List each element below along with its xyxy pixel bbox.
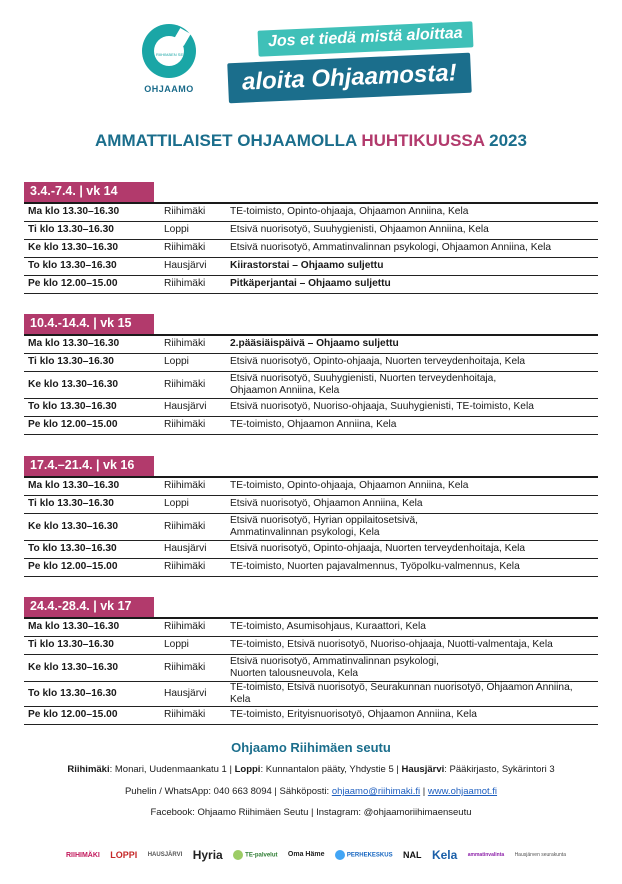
place-cell: Riihimäki: [160, 335, 226, 353]
schedule-table: [24, 202, 598, 294]
staff-cell: TE-toimisto, Opinto-ohjaaja, Ohjaamon Anniina, Kela: [226, 203, 598, 221]
staff-cell: TE-toimisto, Nuorten pajavalmennus, Työpolku-valmennus, Kela: [226, 558, 598, 576]
table-row: [24, 495, 598, 513]
table-row: [24, 540, 598, 558]
day-cell: Pe klo 12.00–15.00: [24, 416, 160, 434]
table-row: [24, 618, 598, 636]
table-row: [24, 558, 598, 576]
week-label: 17.4.–21.4. | vk 16: [24, 456, 154, 476]
staff-cell: [226, 654, 598, 681]
day-cell: Ma klo 13.30–16.30: [24, 477, 160, 495]
contact-text: Puhelin / WhatsApp: 040 663 8094 | Sähköposti:: [124, 786, 332, 797]
place-cell: Riihimäki: [160, 371, 226, 398]
place-cell: Hausjärvi: [160, 398, 226, 416]
kela-logo: Kela: [431, 848, 458, 862]
separator: |: [420, 786, 428, 797]
staff-cell: Etsivä nuorisotyö, Nuoriso-ohjaaja, Suuhygienisti, TE-toimisto, Kela: [226, 398, 598, 416]
place-cell: Hausjärvi: [160, 681, 226, 706]
day-cell: Ti klo 13.30–16.30: [24, 353, 160, 371]
place-cell: Riihimäki: [160, 618, 226, 636]
day-cell: Pe klo 12.00–15.00: [24, 706, 160, 724]
location-text: : Pääkirjasto, Sykärintori 3: [444, 764, 555, 775]
title-year: 2023: [484, 131, 527, 150]
place-cell: Riihimäki: [160, 275, 226, 293]
place-cell: Riihimäki: [160, 477, 226, 495]
place-cell: Loppi: [160, 636, 226, 654]
week-label: 10.4.-14.4. | vk 15: [24, 314, 154, 334]
staff-line-2: Ohjaamon Anniina, Kela: [230, 384, 340, 396]
staff-cell: TE-toimisto, Etsivä nuorisotyö, Seurakunnan nuorisotyö, Ohjaamon Anniina, Kela: [226, 681, 598, 706]
place-cell: Riihimäki: [160, 706, 226, 724]
staff-cell: Etsivä nuorisotyö, Opinto-ohjaaja, Nuorten terveydenhoitaja, Kela: [226, 540, 598, 558]
staff-cell: TE-toimisto, Opinto-ohjaaja, Ohjaamon Anniina, Kela: [226, 477, 598, 495]
staff-cell: 2.pääsiäispäivä – Ohjaamo suljettu: [226, 335, 598, 353]
title-part1: AMMATTILAISET OHJAAMOLLA: [95, 131, 362, 150]
day-cell: Pe klo 12.00–15.00: [24, 558, 160, 576]
week-section: [24, 456, 598, 577]
day-cell: Ke klo 13.30–16.30: [24, 654, 160, 681]
day-cell: To klo 13.30–16.30: [24, 257, 160, 275]
footer-social: Facebook: Ohjaamo Riihimäen Seutu | Instagram: @ohjaamoriihimaenseutu: [150, 807, 472, 818]
day-cell: Ti klo 13.30–16.30: [24, 495, 160, 513]
staff-cell: Etsivä nuorisotyö, Ammatinvalinnan psykologi, Ohjaamon Anniina, Kela: [226, 239, 598, 257]
staff-line-2: Nuorten talousneuvola, Kela: [230, 667, 358, 679]
title-month: HUHTIKUUSSA: [361, 131, 485, 150]
place-cell: Riihimäki: [160, 513, 226, 540]
schedule-table: [24, 617, 598, 725]
footer-title: Ohjaamo Riihimäen seutu: [231, 740, 391, 755]
place-cell: Riihimäki: [160, 239, 226, 257]
location-text: : Monari, Uudenmaankatu 1 |: [109, 764, 235, 775]
slogan-bottom: aloita Ohjaamosta!: [227, 53, 471, 104]
day-cell: Ti klo 13.30–16.30: [24, 221, 160, 239]
table-row: [24, 477, 598, 495]
te-palvelut-logo: [233, 850, 277, 860]
day-cell: To klo 13.30–16.30: [24, 540, 160, 558]
staff-cell: Etsivä nuorisotyö, Opinto-ohjaaja, Nuorten terveydenhoitaja, Kela: [226, 353, 598, 371]
place-cell: Loppi: [160, 353, 226, 371]
place-cell: Loppi: [160, 495, 226, 513]
staff-cell: TE-toimisto, Erityisnuorisotyö, Ohjaamon Anniina, Kela: [226, 706, 598, 724]
hausjarvi-logo: HAUSJÄRVI: [147, 852, 183, 858]
nal-logo: NAL: [403, 850, 422, 860]
table-row: [24, 203, 598, 221]
staff-line-2: Ammatinvalinnan psykologi, Kela: [230, 526, 380, 538]
logo-ring-text: RIIHIMÄEN SEUTU: [156, 52, 192, 57]
staff-cell: [226, 513, 598, 540]
table-row: [24, 398, 598, 416]
location-text: : Kunnantalon pääty, Yhdystie 5 |: [260, 764, 402, 775]
perhekeskus-logo: [335, 850, 393, 860]
day-cell: Ke klo 13.30–16.30: [24, 239, 160, 257]
schedule-table: [24, 476, 598, 577]
hyria-logo: Hyria: [192, 848, 223, 862]
place-cell: Riihimäki: [160, 416, 226, 434]
week-section: [24, 182, 598, 294]
week-section: [24, 314, 598, 435]
staff-cell: TE-toimisto, Asumisohjaus, Kuraattori, Kela: [226, 618, 598, 636]
seurakunta-logo: Hausjärven seurakunta: [514, 852, 566, 858]
place-cell: Riihimäki: [160, 203, 226, 221]
riihimaki-logo: RIIHIMÄKI: [66, 851, 100, 859]
schedule-table: [24, 334, 598, 435]
week-label: 24.4.-28.4. | vk 17: [24, 597, 154, 617]
footer-locations: [0, 764, 622, 775]
staff-cell: [226, 371, 598, 398]
website-link[interactable]: www.ohjaamot.fi: [427, 786, 498, 797]
slogan-top: Jos et tiedä mistä aloittaa: [258, 21, 474, 56]
place-cell: Hausjärvi: [160, 540, 226, 558]
staff-cell: Kiirastorstai – Ohjaamo suljettu: [226, 257, 598, 275]
place-cell: Riihimäki: [160, 558, 226, 576]
place-cell: Riihimäki: [160, 654, 226, 681]
day-cell: Ke klo 13.30–16.30: [24, 371, 160, 398]
day-cell: Ti klo 13.30–16.30: [24, 636, 160, 654]
loppi-logo: LOPPI: [110, 850, 138, 860]
staff-cell: TE-toimisto, Ohjaamon Anniina, Kela: [226, 416, 598, 434]
staff-line-1: Etsivä nuorisotyö, Hyrian oppilaitosetsivä,: [230, 514, 418, 526]
day-cell: Ma klo 13.30–16.30: [24, 618, 160, 636]
staff-cell: Pitkäperjantai – Ohjaamo suljettu: [226, 275, 598, 293]
table-row: [24, 335, 598, 353]
ohjaamo-logo: [138, 24, 200, 104]
table-row: [24, 416, 598, 434]
day-cell: Pe klo 12.00–15.00: [24, 275, 160, 293]
location-label: Hausjärvi: [401, 764, 445, 775]
table-row: [24, 221, 598, 239]
oma-hame-logo: Oma Häme: [287, 851, 325, 858]
place-cell: Hausjärvi: [160, 257, 226, 275]
partner-logos: [66, 840, 566, 870]
table-row: [24, 257, 598, 275]
place-cell: Loppi: [160, 221, 226, 239]
logo-text: OHJAAMO: [144, 84, 194, 94]
staff-line-1: Etsivä nuorisotyö, Suuhygienisti, Nuorten terveydenhoitaja,: [230, 372, 497, 384]
table-row: [24, 275, 598, 293]
staff-cell: Etsivä nuorisotyö, Suuhygienisti, Ohjaamon Anniina, Kela: [226, 221, 598, 239]
week-section: [24, 597, 598, 725]
table-row: [24, 371, 598, 398]
day-cell: Ke klo 13.30–16.30: [24, 513, 160, 540]
perhekeskus-label: PERHEKESKUS: [346, 852, 393, 859]
staff-line-1: Etsivä nuorisotyö, Ammatinvalinnan psykologi,: [230, 655, 439, 667]
te-dot-icon: [233, 850, 243, 860]
table-row: [24, 239, 598, 257]
table-row: [24, 681, 598, 706]
staff-cell: Etsivä nuorisotyö, Ohjaamon Anniina, Kela: [226, 495, 598, 513]
perhekeskus-dot-icon: [335, 850, 345, 860]
ammatinvalinta-logo: ammatinvalinta: [467, 852, 505, 858]
te-label: TE-palvelut: [245, 852, 278, 859]
day-cell: To klo 13.30–16.30: [24, 398, 160, 416]
day-cell: Ma klo 13.30–16.30: [24, 335, 160, 353]
page-title: [0, 131, 622, 151]
table-row: [24, 636, 598, 654]
header: [0, 0, 622, 110]
location-label: Loppi: [234, 764, 261, 775]
staff-cell: TE-toimisto, Etsivä nuorisotyö, Nuoriso-ohjaaja, Nuotti-valmentaja, Kela: [226, 636, 598, 654]
day-cell: Ma klo 13.30–16.30: [24, 203, 160, 221]
day-cell: To klo 13.30–16.30: [24, 681, 160, 706]
footer-contact: [0, 786, 622, 797]
email-link[interactable]: ohjaamo@riihimaki.fi: [331, 786, 421, 797]
week-label: 3.4.-7.4. | vk 14: [24, 182, 154, 202]
table-row: [24, 706, 598, 724]
table-row: [24, 513, 598, 540]
location-label: Riihimäki: [67, 764, 110, 775]
table-row: [24, 353, 598, 371]
table-row: [24, 654, 598, 681]
